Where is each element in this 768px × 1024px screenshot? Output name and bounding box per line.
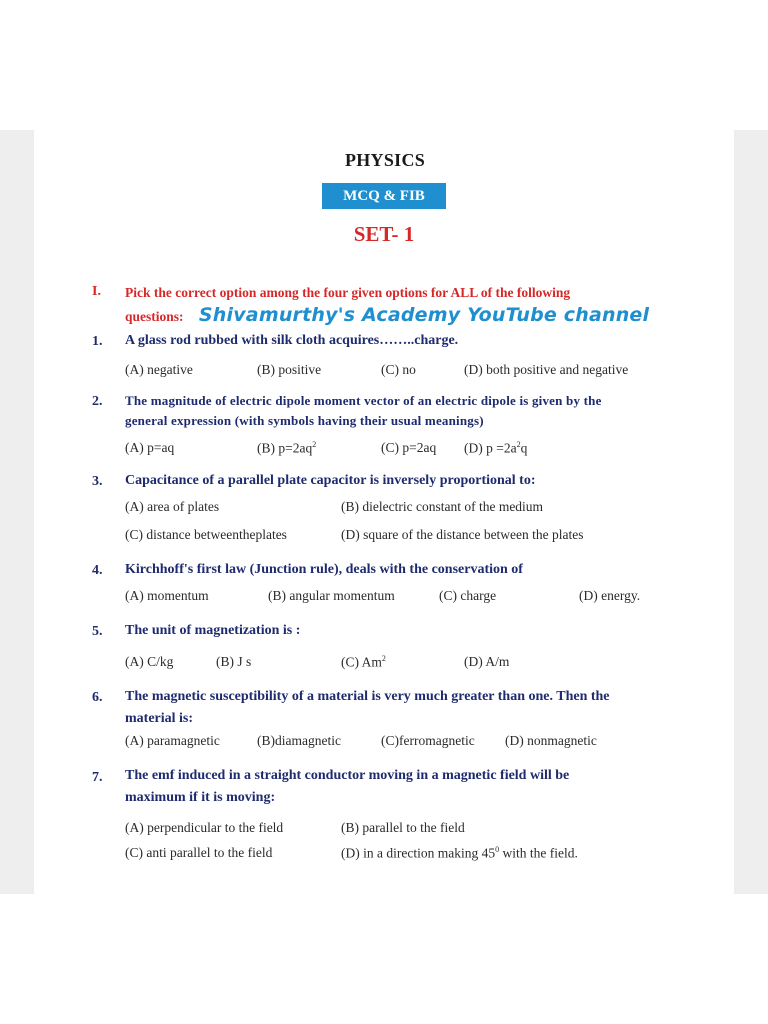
question-number-4: 4. xyxy=(92,563,103,578)
q2-option-d xyxy=(464,440,527,457)
q7-line-1: The emf induced in a straight conductor moving in a magnetic field will be xyxy=(125,768,570,783)
q4-option-a: (A) momentum xyxy=(125,588,209,603)
question-text-5: The unit of magnetization is : xyxy=(125,623,301,638)
q5-option-d: (D) A/m xyxy=(464,654,510,669)
q4-option-b: (B) angular momentum xyxy=(268,588,395,603)
q2-option-b-text: (B) p=2aq xyxy=(257,440,313,456)
instruction-text xyxy=(125,282,685,328)
q7-option-d-text: (D) in a direction making 45 xyxy=(341,845,496,861)
instruction-line-2: questions: xyxy=(125,309,184,324)
q6-option-a: (A) paramagnetic xyxy=(125,733,220,748)
question-number-5: 5. xyxy=(92,624,103,639)
question-number-6: 6. xyxy=(92,690,103,705)
question-number-2: 2. xyxy=(92,394,103,409)
instruction-line-1: Pick the correct option among the four given options for ALL of the following xyxy=(125,285,571,300)
q2-option-b-exp: 2 xyxy=(312,440,317,449)
question-text-4: Kirchhoff's first law (Junction rule), deals with the conservation of xyxy=(125,562,523,577)
q6-option-b: (B)diamagnetic xyxy=(257,733,341,748)
subject-title: PHYSICS xyxy=(344,150,426,170)
q2-line-2: general expression (with symbols having their usual meanings) xyxy=(125,413,484,428)
q1-option-b: (B) positive xyxy=(257,362,322,377)
q6-line-2: material is: xyxy=(125,711,194,726)
q3-option-b: (B) dielectric constant of the medium xyxy=(341,499,544,514)
q5-option-c xyxy=(341,654,386,671)
q1-option-c: (C) no xyxy=(381,362,416,377)
instruction-number: I. xyxy=(92,284,101,299)
q4-option-d: (D) energy. xyxy=(579,588,641,603)
question-text-1: A glass rod rubbed with silk cloth acquires……..charge. xyxy=(125,333,459,348)
question-text-2 xyxy=(125,391,685,431)
q1-option-a: (A) negative xyxy=(125,362,193,377)
q1-option-d: (D) both positive and negative xyxy=(464,362,629,377)
q7-option-d-tail: with the field. xyxy=(499,845,578,861)
q3-option-d: (D) square of the distance between the plates xyxy=(341,527,584,542)
q2-option-d-text: (D) p =2a xyxy=(464,440,517,456)
question-number-7: 7. xyxy=(92,770,103,785)
q7-option-d-exp: 0 xyxy=(495,845,500,854)
mcq-fib-badge: MCQ & FIB xyxy=(322,183,446,209)
q7-option-d xyxy=(341,845,578,862)
q5-option-b: (B) J s xyxy=(216,654,252,669)
q4-option-c: (C) charge xyxy=(439,588,497,603)
q5-option-c-text: (C) Am xyxy=(341,654,382,670)
question-text-6 xyxy=(125,686,685,730)
q7-option-c: (C) anti parallel to the field xyxy=(125,845,273,860)
q3-option-a: (A) area of plates xyxy=(125,499,220,514)
q2-option-c: (C) p=2aq xyxy=(381,440,437,455)
q2-option-d-exp: 2 xyxy=(516,440,521,449)
q7-line-2: maximum if it is moving: xyxy=(125,790,276,805)
question-number-1: 1. xyxy=(92,334,103,349)
q6-line-1: The magnetic susceptibility of a material is very much greater than one. Then the xyxy=(125,689,610,704)
q3-option-c: (C) distance betweentheplates xyxy=(125,527,287,542)
question-number-3: 3. xyxy=(92,474,103,489)
question-text-7 xyxy=(125,765,685,809)
youtube-channel-label: Shivamurthy's Academy YouTube channel xyxy=(198,304,650,326)
q7-option-b: (B) parallel to the field xyxy=(341,820,465,835)
q6-option-c: (C)ferromagnetic xyxy=(381,733,475,748)
q7-option-a: (A) perpendicular to the field xyxy=(125,820,284,835)
question-text-3: Capacitance of a parallel plate capacitor is inversely proportional to: xyxy=(125,473,536,488)
q2-option-b xyxy=(257,440,316,457)
q5-option-c-exp: 2 xyxy=(381,654,386,663)
q2-option-d-tail: q xyxy=(520,440,528,456)
q2-line-1: The magnitude of electric dipole moment vector of an electric dipole is given by the xyxy=(125,393,602,408)
q5-option-a: (A) C/kg xyxy=(125,654,174,669)
q2-option-a: (A) p=aq xyxy=(125,440,175,455)
q6-option-d: (D) nonmagnetic xyxy=(505,733,597,748)
set-heading: SET- 1 xyxy=(353,222,415,246)
